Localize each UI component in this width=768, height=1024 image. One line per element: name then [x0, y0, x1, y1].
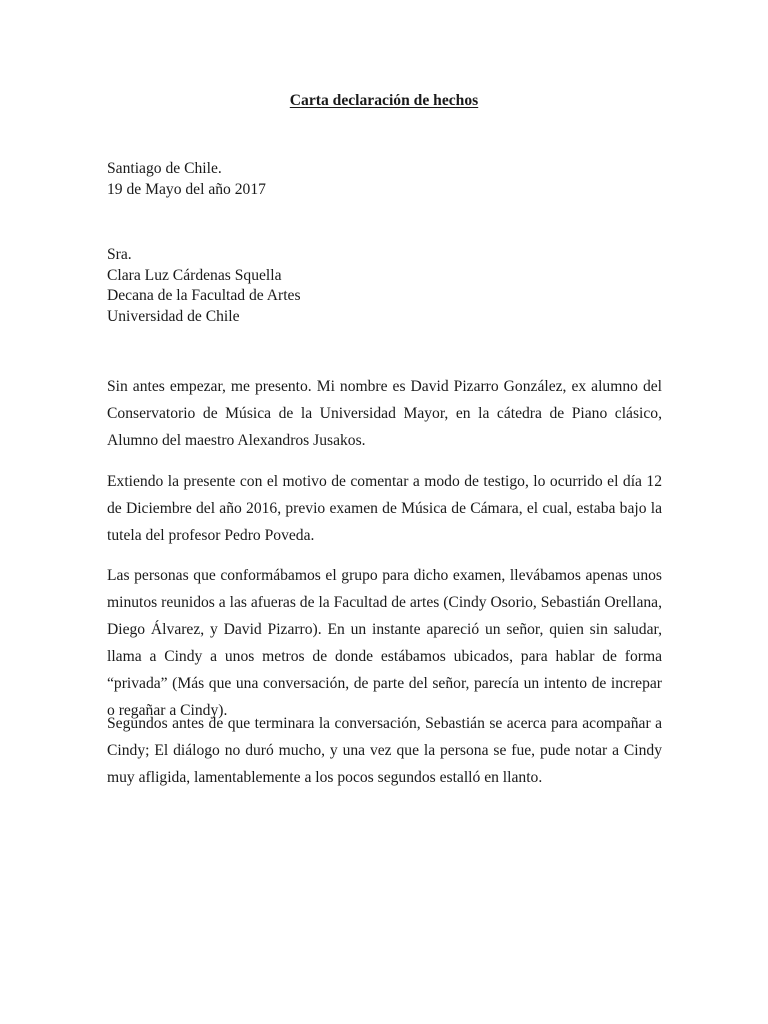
recipient-position: Decana de la Facultad de Artes [107, 287, 301, 304]
letter-place: Santiago de Chile. [107, 160, 222, 177]
recipient-name: Clara Luz Cárdenas Squella [107, 266, 282, 284]
body-paragraph-purpose: Extiendo la presente con el motivo de comentar a modo de testigo, lo ocurrido el día 12 de Diciembre del año 2016, previo examen de Música de Cámara, el cual, estaba bajo la tutela del profesor Pedro Poveda. [107, 473, 662, 544]
recipient-salutation: Sra. [107, 246, 132, 263]
letter-title: Carta declaración de hechos [289, 92, 479, 109]
body-paragraph-introduction: Sin antes empezar, me presento. Mi nombre es David Pizarro González, ex alumno del Conservatorio de Música de la Universidad Mayor, en la cátedra de Piano clásico, Alumno del maestro Alexandros Jusakos. [107, 378, 662, 449]
letter-date: 19 de Mayo del año 2017 [107, 180, 266, 198]
recipient-institution: Universidad de Chile [107, 307, 240, 325]
body-paragraph-outcome: Segundos antes de que terminara la conversación, Sebastián se acerca para acompañar a Cindy; El diálogo no duró mucho, y una vez que la persona se fue, pude notar a Cindy muy afligida, lamentablemente a los pocos segundos estalló en llanto. [107, 715, 662, 786]
recipient-block [107, 245, 667, 327]
place-date-block [107, 159, 667, 200]
body-paragraph-events: Las personas que conformábamos el grupo para dicho examen, llevábamos apenas unos minutos reunidos a las afueras de la Facultad de artes (Cindy Osorio, Sebastián Orellana, Diego Álvarez, y David Pizarro). En un instante apareció un señor, quien sin saludar, llama a Cindy a unos metros de donde estábamos ubicados, para hablar de forma “privada” (Más que una conversación, de parte del señor, parecía un intento de increpar o regañar a Cindy). [107, 567, 662, 719]
